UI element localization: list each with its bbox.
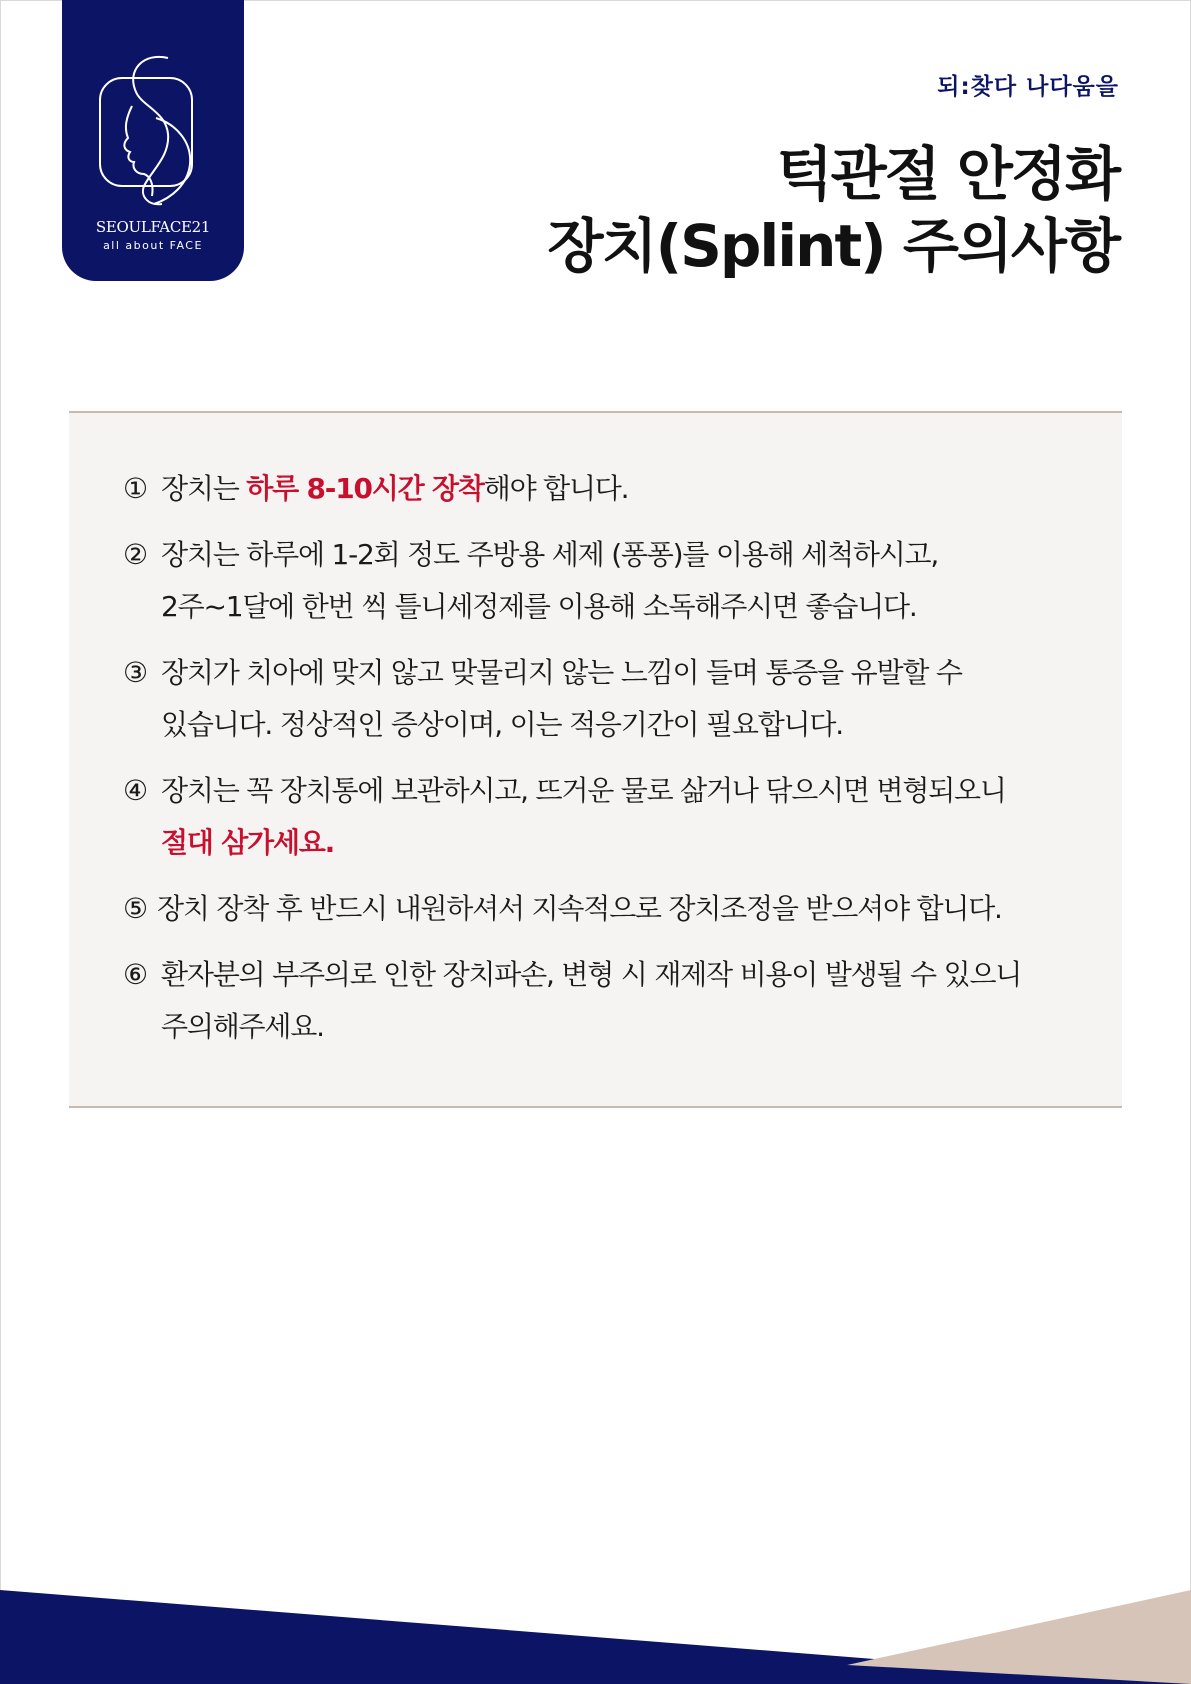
notice-item-1: [123, 463, 1083, 515]
item-number: ③: [123, 656, 147, 689]
brand-name: SEOULFACE21: [95, 218, 211, 236]
item-number: ①: [123, 472, 147, 505]
item-number: ⑤: [123, 892, 147, 925]
item-text-line-1: 장치는 하루에 1-2회 정도 주방용 세제 (퐁퐁)를 이용해 세척하시고,: [161, 538, 939, 571]
brand-tagline: all about FACE: [103, 239, 203, 252]
title-line-2: 장치(Splint) 주의사항: [547, 212, 1119, 280]
face-logo-icon: [96, 52, 212, 212]
item-highlight: 절대 삼가세요.: [161, 826, 335, 859]
item-text-line-1: 장치는 꼭 장치통에 보관하시고, 뜨거운 물로 삶거나 닦으시면 변형되오니: [161, 774, 1006, 807]
item-number: ④: [123, 774, 147, 807]
item-highlight: 하루 8-10시간 장착: [246, 472, 484, 505]
item-text-line-2: 2주~1달에 한번 씩 틀니세정제를 이용해 소독해주시면 좋습니다.: [161, 590, 917, 623]
title-line-1: 턱관절 안정화: [776, 140, 1119, 208]
item-text-line-1: 장치가 치아에 맞지 않고 맞물리지 않는 느낌이 들며 통증을 유발할 수: [161, 656, 962, 689]
header-tagline: 되:찾다 나다움을: [937, 74, 1119, 100]
notice-item-6: [123, 949, 1083, 1053]
item-text-line-2: 있습니다. 정상적인 증상이며, 이는 적응기간이 필요합니다.: [161, 708, 843, 741]
footer-band: [0, 1590, 1191, 1684]
page-title: [548, 138, 1119, 282]
notice-item-5: [123, 883, 1083, 935]
item-text-end: 해야 합니다.: [483, 472, 629, 505]
notice-list: [123, 463, 1083, 1067]
item-text-line-1: 환자분의 부주의로 인한 장치파손, 변형 시 재제작 비용이 발생될 수 있으니: [161, 958, 1022, 991]
notice-item-2: [123, 529, 1083, 633]
item-number: ⑥: [123, 958, 147, 991]
logo: [62, 0, 244, 281]
item-text-line-2: 주의해주세요.: [161, 1010, 324, 1043]
notice-item-4: [123, 765, 1083, 869]
item-text: 장치는: [161, 472, 247, 505]
notice-panel: [69, 411, 1122, 1108]
item-text-line-1: 장치 장착 후 반드시 내원하셔서 지속적으로 장치조정을 받으셔야 합니다.: [157, 892, 1002, 925]
item-number: ②: [123, 538, 147, 571]
notice-item-3: [123, 647, 1083, 751]
